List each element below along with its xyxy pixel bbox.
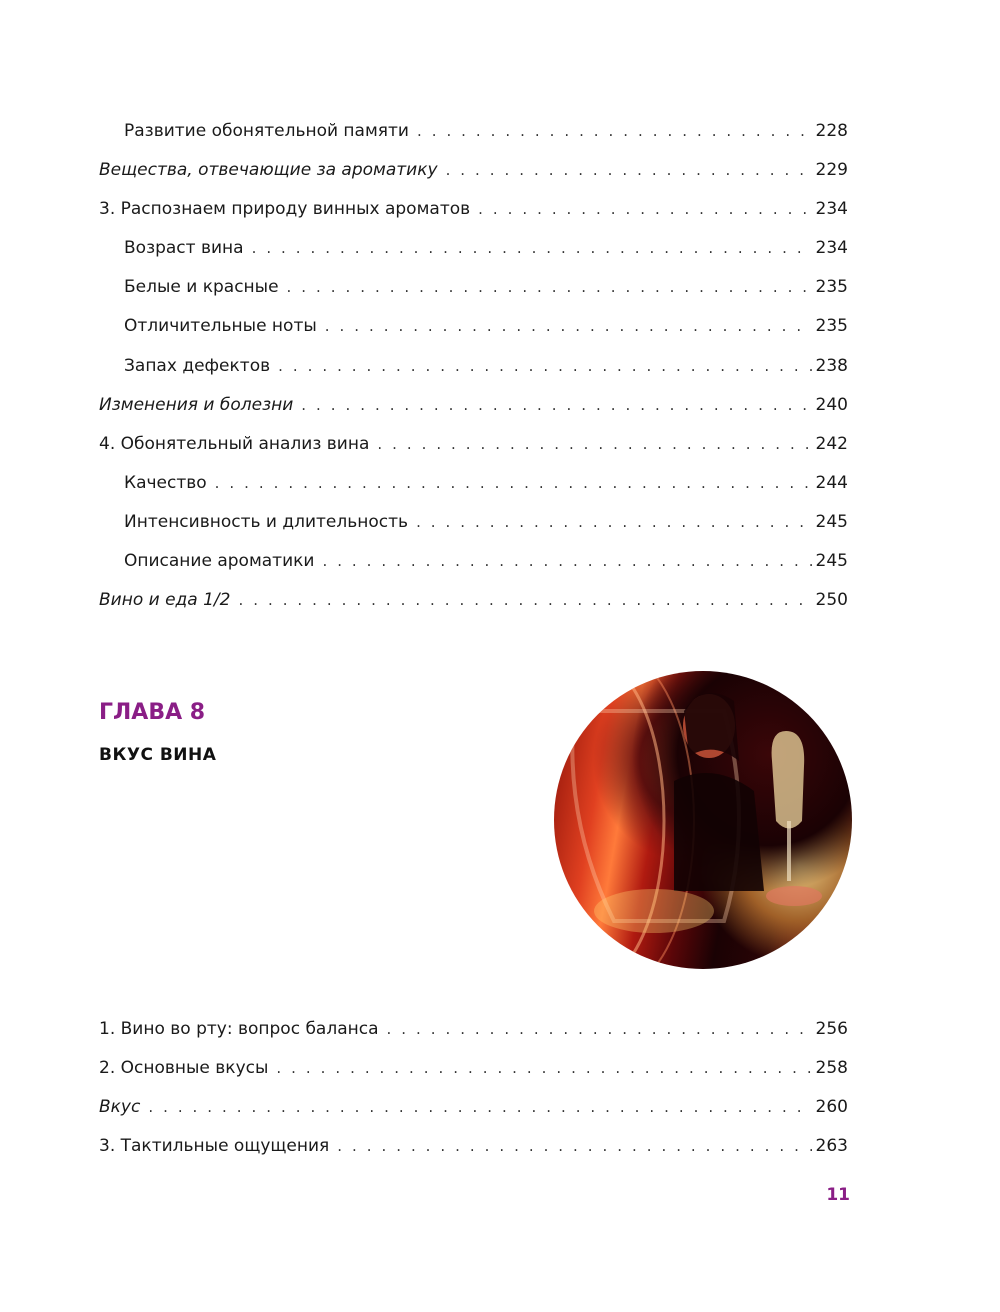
toc-entry-page: 238 (815, 355, 848, 376)
toc-entry-title: 1. Вино во рту: вопрос баланса (99, 1019, 379, 1039)
dot-leader (377, 429, 811, 459)
dot-leader (416, 507, 811, 537)
dot-leader (215, 468, 812, 498)
toc-entry-title: 3. Распознаем природу винных ароматов (99, 199, 471, 220)
wine-glass-illustration (554, 671, 852, 969)
toc-entry-title: Качество (124, 472, 207, 493)
dot-leader (287, 272, 812, 302)
toc-entry-page: 242 (815, 433, 848, 454)
toc-entry (99, 1131, 848, 1170)
toc-entry-page: 250 (815, 590, 848, 611)
dot-leader (252, 233, 812, 263)
toc-entry-page: 229 (815, 160, 848, 181)
toc-entry-title: Возраст вина (124, 238, 244, 259)
toc-entry (99, 1053, 848, 1092)
toc-entry-title: Изменения и болезни (99, 394, 294, 415)
dot-leader (322, 546, 811, 576)
toc-entry-page: 234 (815, 199, 848, 220)
toc-entry-page: 234 (815, 238, 848, 259)
toc-entry (99, 546, 848, 585)
chapter-title: ВКУС ВИНА (99, 745, 217, 765)
toc-entry-title: 2. Основные вкусы (99, 1058, 269, 1079)
toc-entry (99, 272, 848, 311)
toc-entry-page: 256 (815, 1019, 848, 1039)
toc-entry (99, 1092, 848, 1131)
page-number: 11 (826, 1185, 850, 1205)
toc-entry-page: 245 (815, 551, 848, 572)
toc-entry-title: Белые и красные (124, 277, 279, 298)
dot-leader (446, 155, 812, 185)
toc-entry-title: 4. Обонятельный анализ вина (99, 433, 370, 454)
toc-entry-title: Запах дефектов (124, 355, 271, 376)
toc-entry (99, 429, 848, 468)
dot-leader (387, 1014, 812, 1044)
toc-entry-page: 235 (815, 316, 848, 337)
toc-entry-title: Отличительные ноты (124, 316, 317, 337)
toc-entry-page: 240 (815, 394, 848, 415)
toc-entry-title: 3. Тактильные ощущения (99, 1136, 330, 1157)
toc-entry-page: 244 (815, 472, 848, 493)
toc-entry (99, 116, 848, 155)
toc-entry (99, 585, 848, 624)
chapter-photo (554, 671, 852, 969)
dot-leader (478, 194, 811, 224)
toc-entry (99, 1014, 848, 1053)
toc-entry-title: Развитие обонятельной памяти (124, 121, 409, 141)
toc-entry (99, 311, 848, 350)
toc-entry-title: Описание ароматики (124, 551, 315, 572)
toc-entry (99, 194, 848, 233)
dot-leader (238, 585, 811, 615)
toc-entry-title: Интенсивность и длительность (124, 511, 409, 532)
dot-leader (276, 1053, 811, 1083)
toc-entry-page: 258 (815, 1058, 848, 1079)
toc-entry-title: Вино и еда 1/2 (99, 590, 231, 611)
toc-entry (99, 507, 848, 546)
toc-entry-page: 235 (815, 277, 848, 298)
dot-leader (278, 351, 811, 381)
chapter-label: ГЛАВА 8 (99, 700, 206, 725)
toc-entry (99, 351, 848, 390)
toc-entry-page: 228 (815, 121, 848, 141)
toc-section-top (99, 116, 848, 624)
toc-entry (99, 233, 848, 272)
dot-leader (417, 116, 812, 146)
toc-entry-title: Вкус (99, 1097, 141, 1118)
dot-leader (325, 311, 812, 341)
dot-leader (337, 1131, 811, 1161)
toc-section-bottom (99, 1014, 848, 1170)
toc-entry-page: 260 (815, 1097, 848, 1118)
dot-leader (148, 1092, 811, 1122)
toc-entry (99, 390, 848, 429)
toc-entry (99, 468, 848, 507)
toc-entry-title: Вещества, отвечающие за ароматику (99, 160, 438, 181)
toc-entry (99, 155, 848, 194)
dot-leader (301, 390, 811, 420)
toc-entry-page: 245 (815, 511, 848, 532)
toc-entry-page: 263 (815, 1136, 848, 1157)
